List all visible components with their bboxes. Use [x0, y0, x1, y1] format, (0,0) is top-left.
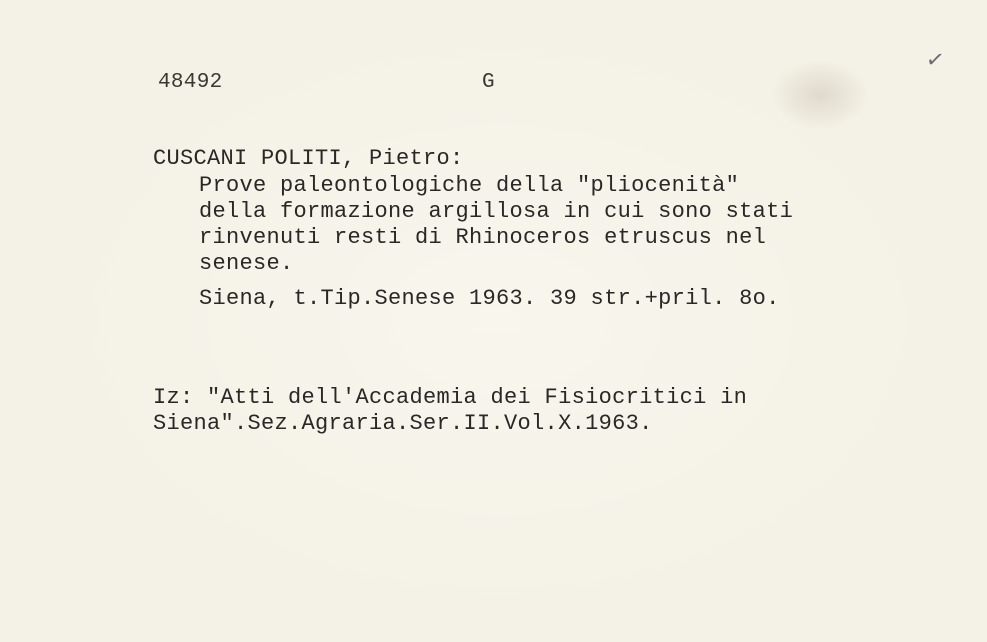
- check-mark-icon: ✓: [924, 46, 947, 75]
- accession-number: 48492: [158, 71, 223, 94]
- classmark: G: [482, 71, 495, 94]
- imprint: Siena, t.Tip.Senese 1963. 39 str.+pril. 8o.: [199, 286, 780, 311]
- author-heading: CUSCANI POLITI, Pietro:: [153, 146, 464, 171]
- title-line: Prove paleontologiche della "pliocenità": [199, 173, 740, 198]
- title-line: della formazione argillosa in cui sono stati: [199, 199, 794, 224]
- series-note-line: Siena".Sez.Agraria.Ser.II.Vol.X.1963.: [153, 411, 653, 436]
- title-line: senese.: [199, 251, 294, 276]
- series-note-line: Iz: "Atti dell'Accademia dei Fisiocritici in: [153, 385, 748, 410]
- title-line: rinvenuti resti di Rhinoceros etruscus nel: [199, 225, 767, 250]
